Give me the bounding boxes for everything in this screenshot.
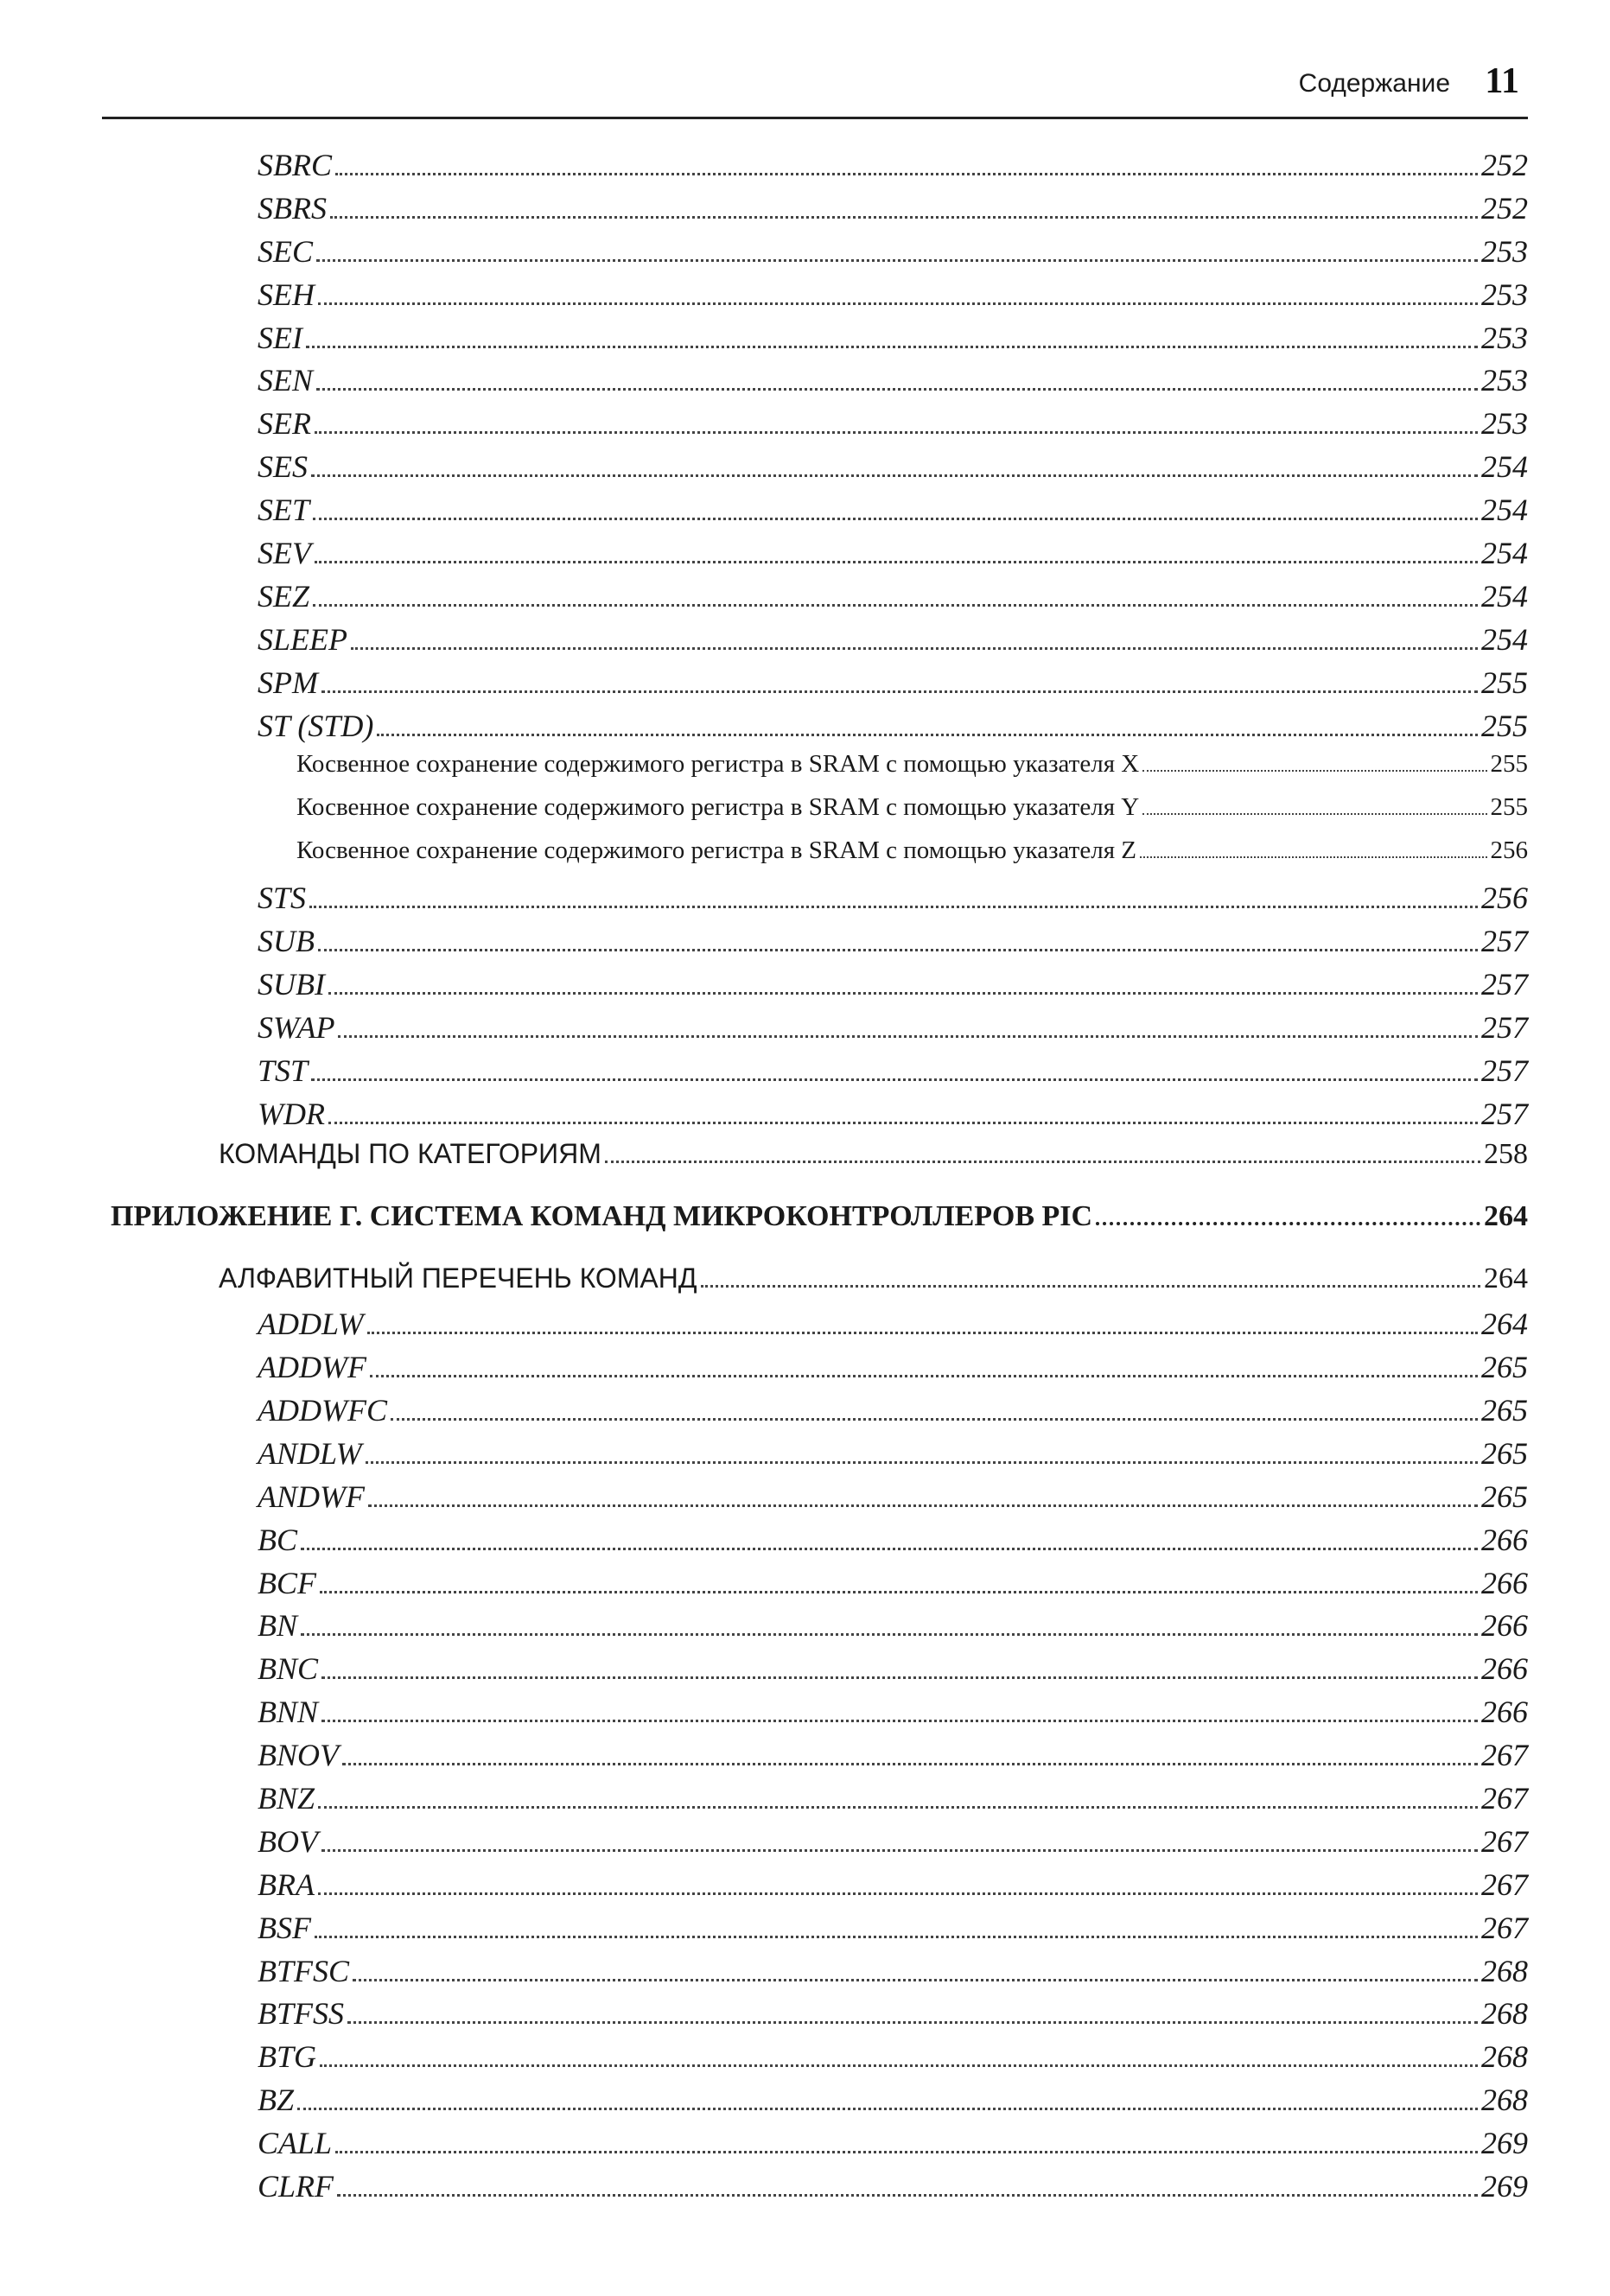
toc-subentry-page: 255	[1490, 793, 1528, 822]
toc-entry-label: ANDLW	[258, 1435, 362, 1471]
toc-entry[interactable]	[102, 1867, 1528, 1910]
leader-dots	[330, 215, 1478, 219]
toc-entry-page: 267	[1481, 1910, 1528, 1945]
toc-entry-label: SBRS	[258, 190, 327, 226]
toc-entry-label: BZ	[258, 2083, 295, 2118]
toc-entry-label: SEN	[258, 363, 314, 398]
toc-entry[interactable]	[102, 621, 1528, 665]
toc-entry-page: 254	[1481, 621, 1528, 657]
toc-entry[interactable]	[102, 1435, 1528, 1479]
leader-dots	[605, 1160, 1480, 1163]
toc-subentry-label: Косвенное сохранение содержимого регистра в SRAM с помощью указателя X	[296, 750, 1140, 779]
toc-subentry[interactable]	[102, 750, 1528, 793]
toc-entry-page: 268	[1481, 2039, 1528, 2075]
toc-entry[interactable]	[102, 1479, 1528, 1522]
toc-entry[interactable]	[102, 492, 1528, 535]
toc-entry-page: 267	[1481, 1867, 1528, 1902]
toc-entry[interactable]	[102, 1392, 1528, 1435]
toc-entry-label: BOV	[258, 1823, 318, 1859]
toc-entry[interactable]	[102, 362, 1528, 405]
leader-dots	[321, 1848, 1478, 1852]
leader-dots	[1140, 855, 1487, 858]
leader-dots	[338, 1034, 1478, 1038]
toc-entry-page: 252	[1481, 148, 1528, 182]
leader-dots	[368, 1504, 1478, 1507]
leader-dots	[370, 1374, 1478, 1377]
toc-entry-label: BTFSC	[258, 1953, 350, 1988]
toc-entry[interactable]	[102, 1737, 1528, 1780]
toc-entry-label: SER	[258, 406, 311, 442]
leader-dots	[321, 1676, 1478, 1679]
toc-entry-label: BNOV	[258, 1738, 339, 1773]
toc-entry[interactable]	[102, 880, 1528, 923]
toc-entry-page: 266	[1481, 1608, 1528, 1644]
toc-entry-label: BNC	[258, 1651, 319, 1687]
leader-dots	[377, 733, 1478, 736]
toc-entry[interactable]	[102, 535, 1528, 578]
toc-entry-page: 253	[1481, 277, 1528, 312]
leader-dots	[318, 302, 1478, 305]
toc-entry[interactable]	[102, 277, 1528, 320]
leader-dots	[366, 1460, 1478, 1464]
leader-dots	[301, 1632, 1478, 1636]
leader-dots	[353, 1978, 1478, 1981]
toc-entry-page: 268	[1481, 1953, 1528, 1988]
toc-entry-page: 253	[1481, 406, 1528, 442]
toc-entry[interactable]	[102, 1053, 1528, 1096]
toc-entry[interactable]	[102, 578, 1528, 621]
toc-entry-page: 269	[1481, 2126, 1528, 2161]
leader-dots	[347, 2020, 1478, 2024]
toc-entry[interactable]	[102, 2125, 1528, 2168]
toc-entry-page: 266	[1481, 1522, 1528, 1557]
toc-entry[interactable]	[102, 708, 1528, 751]
toc-entry-label: CLRF	[258, 2168, 334, 2204]
toc-entry[interactable]	[102, 448, 1528, 492]
leader-dots	[328, 991, 1478, 995]
toc-entry-label: SUB	[258, 924, 315, 959]
leader-dots	[342, 1762, 1478, 1765]
toc-entry-page: 268	[1481, 2083, 1528, 2118]
toc-entry[interactable]	[102, 1607, 1528, 1650]
toc-subentry[interactable]	[102, 836, 1528, 880]
toc-entry[interactable]	[102, 1694, 1528, 1737]
toc-section-page: 258	[1484, 1138, 1528, 1171]
toc-section-label: КОМАНДЫ ПО КАТЕГОРИЯМ	[219, 1138, 601, 1170]
toc-subentry-page: 255	[1490, 750, 1528, 779]
toc-entry-label: BTG	[258, 2039, 317, 2075]
leader-dots	[367, 1331, 1478, 1334]
leader-dots	[335, 172, 1478, 175]
leader-dots	[320, 2064, 1478, 2067]
toc-entry-label: BNN	[258, 1695, 319, 1730]
leader-dots	[337, 2193, 1478, 2197]
leader-dots	[1142, 812, 1486, 815]
toc-entry[interactable]	[102, 1910, 1528, 1953]
toc-entry-label: BRA	[258, 1867, 315, 1902]
toc-entry-label: BN	[258, 1608, 298, 1644]
toc-subentry[interactable]	[102, 793, 1528, 836]
toc-entry-page: 253	[1481, 363, 1528, 398]
toc-entry[interactable]	[102, 233, 1528, 277]
toc-entry-label: ADDWF	[258, 1350, 366, 1385]
toc-entry-page: 267	[1481, 1738, 1528, 1773]
toc-appendix-label: ПРИЛОЖЕНИЕ Г. СИСТЕМА КОМАНД МИКРОКОНТРОЛЛЕРОВ PIC	[111, 1200, 1093, 1233]
leader-dots	[391, 1417, 1478, 1421]
toc-entry[interactable]	[102, 1650, 1528, 1694]
leader-dots	[335, 2150, 1478, 2153]
toc-entry-page: 253	[1481, 233, 1528, 269]
leader-dots	[313, 603, 1478, 607]
running-header-title: Содержание	[1298, 69, 1450, 98]
toc-entry-label: SEZ	[258, 578, 310, 614]
toc-entry-page: 267	[1481, 1780, 1528, 1816]
toc-entry[interactable]	[102, 1306, 1528, 1349]
toc-entry-page: 257	[1481, 966, 1528, 1002]
toc-entry[interactable]	[102, 1565, 1528, 1608]
toc-entry-page: 255	[1481, 708, 1528, 743]
toc-entry-page: 253	[1481, 320, 1528, 355]
leader-dots	[701, 1284, 1480, 1288]
toc-entry-label: SPM	[258, 665, 318, 700]
toc-entry[interactable]	[102, 923, 1528, 966]
leader-dots	[301, 1547, 1478, 1550]
leader-dots	[318, 1805, 1478, 1809]
toc-entry-label: SWAP	[258, 1009, 335, 1045]
toc-entry-label: WDR	[258, 1096, 325, 1131]
toc-entry-page: 267	[1481, 1823, 1528, 1859]
toc-entry-label: BNZ	[258, 1780, 315, 1816]
leader-dots	[351, 646, 1478, 650]
toc-entry-label: SBRC	[258, 148, 332, 182]
toc-entry-page: 266	[1481, 1695, 1528, 1730]
toc-section[interactable]	[102, 1262, 1528, 1306]
toc-entry[interactable]	[102, 1096, 1528, 1139]
toc-entry-label: BTFSS	[258, 1996, 345, 2032]
leader-dots	[311, 474, 1478, 477]
page-header	[102, 60, 1528, 119]
toc-entry-page: 257	[1481, 1053, 1528, 1088]
leader-dots	[315, 430, 1478, 434]
toc-entry-page: 266	[1481, 1565, 1528, 1600]
toc-entry[interactable]	[102, 320, 1528, 363]
toc-section[interactable]	[102, 1138, 1528, 1181]
toc-entry-page: 257	[1481, 1096, 1528, 1131]
toc-entry-page: 254	[1481, 536, 1528, 571]
toc-section-label: АЛФАВИТНЫЙ ПЕРЕЧЕНЬ КОМАНД	[219, 1262, 697, 1294]
toc-entry-label: STS	[258, 881, 307, 916]
toc-entry-label: BC	[258, 1522, 298, 1557]
toc-entry-label: ADDWFC	[258, 1392, 387, 1428]
toc-entry-label: ST (STD)	[258, 708, 374, 743]
toc-entry[interactable]	[102, 665, 1528, 708]
toc-entry-label: SES	[258, 449, 308, 485]
toc-entry-label: SET	[258, 493, 310, 528]
toc-entry-page: 256	[1481, 881, 1528, 916]
toc-entry-page: 265	[1481, 1350, 1528, 1385]
leader-dots	[321, 1719, 1478, 1722]
toc-entry-page: 266	[1481, 1651, 1528, 1687]
leader-dots	[311, 1078, 1478, 1081]
toc-entry-page: 252	[1481, 190, 1528, 226]
toc-entry[interactable]	[102, 1995, 1528, 2038]
toc-entry[interactable]	[102, 190, 1528, 233]
toc-entry-label: SEC	[258, 233, 314, 269]
toc-entry[interactable]	[102, 1522, 1528, 1565]
toc-entry-page: 265	[1481, 1479, 1528, 1514]
toc-section-page: 264	[1484, 1262, 1528, 1295]
leader-dots	[318, 948, 1478, 951]
leader-dots	[316, 258, 1478, 262]
toc-entry-page: 265	[1481, 1392, 1528, 1428]
toc-entry-page: 255	[1481, 665, 1528, 700]
leader-dots	[313, 517, 1478, 520]
toc-entry-label: CALL	[258, 2126, 333, 2161]
toc-entry[interactable]	[102, 1349, 1528, 1392]
toc-entry-page: 265	[1481, 1435, 1528, 1471]
leader-dots	[321, 690, 1478, 693]
toc-entry-page: 254	[1481, 578, 1528, 614]
leader-dots	[309, 905, 1478, 908]
toc-subentry-page: 256	[1490, 836, 1528, 865]
leader-dots	[315, 1935, 1478, 1938]
toc-entry-label: SEH	[258, 277, 315, 312]
toc-entry-page: 254	[1481, 493, 1528, 528]
toc-entry-page: 257	[1481, 924, 1528, 959]
toc-entry-label: BSF	[258, 1910, 311, 1945]
leader-dots	[318, 1892, 1478, 1895]
toc-entry[interactable]	[102, 1009, 1528, 1053]
toc-entry[interactable]	[102, 405, 1528, 448]
toc-entry[interactable]	[102, 1953, 1528, 1996]
toc-entry-label: SLEEP	[258, 621, 347, 657]
toc-entry-label: SUBI	[258, 966, 325, 1002]
toc-entry-label: ADDLW	[258, 1307, 364, 1342]
leader-dots	[297, 2107, 1478, 2110]
toc-entry-page: 264	[1481, 1307, 1528, 1342]
toc-entry[interactable]	[102, 1823, 1528, 1867]
toc-entry-page: 269	[1481, 2168, 1528, 2204]
toc-entry-label: TST	[258, 1053, 309, 1088]
toc-entry-label: SEV	[258, 536, 311, 571]
leader-dots	[316, 387, 1478, 391]
leader-dots	[1142, 769, 1486, 772]
toc-entry-page: 268	[1481, 1996, 1528, 2032]
leader-dots	[328, 1121, 1478, 1124]
toc-appendix-page: 264	[1484, 1200, 1528, 1233]
header-rule	[102, 117, 1528, 119]
toc-entry[interactable]	[102, 1780, 1528, 1823]
toc-entry[interactable]	[102, 2168, 1528, 2211]
toc-entry-label: BCF	[258, 1565, 316, 1600]
toc-subentry-label: Косвенное сохранение содержимого регистра в SRAM с помощью указателя Y	[296, 793, 1140, 822]
leader-dots	[320, 1590, 1478, 1593]
toc-entry-page: 254	[1481, 449, 1528, 485]
toc-subentry-label: Косвенное сохранение содержимого регистра в SRAM с помощью указателя Z	[296, 836, 1136, 865]
page-number: 11	[1485, 61, 1519, 101]
leader-dots	[1096, 1221, 1480, 1225]
toc-entry[interactable]	[102, 2082, 1528, 2125]
toc-entry-label: SEI	[258, 320, 302, 355]
table-of-contents	[102, 147, 1528, 2211]
toc-entry-page: 257	[1481, 1009, 1528, 1045]
toc-entry[interactable]	[102, 147, 1528, 190]
toc-entry[interactable]	[102, 966, 1528, 1009]
toc-entry[interactable]	[102, 2038, 1528, 2082]
leader-dots	[306, 345, 1478, 348]
toc-appendix[interactable]	[102, 1200, 1528, 1243]
toc-entry-label: ANDWF	[258, 1479, 365, 1514]
leader-dots	[315, 560, 1478, 563]
